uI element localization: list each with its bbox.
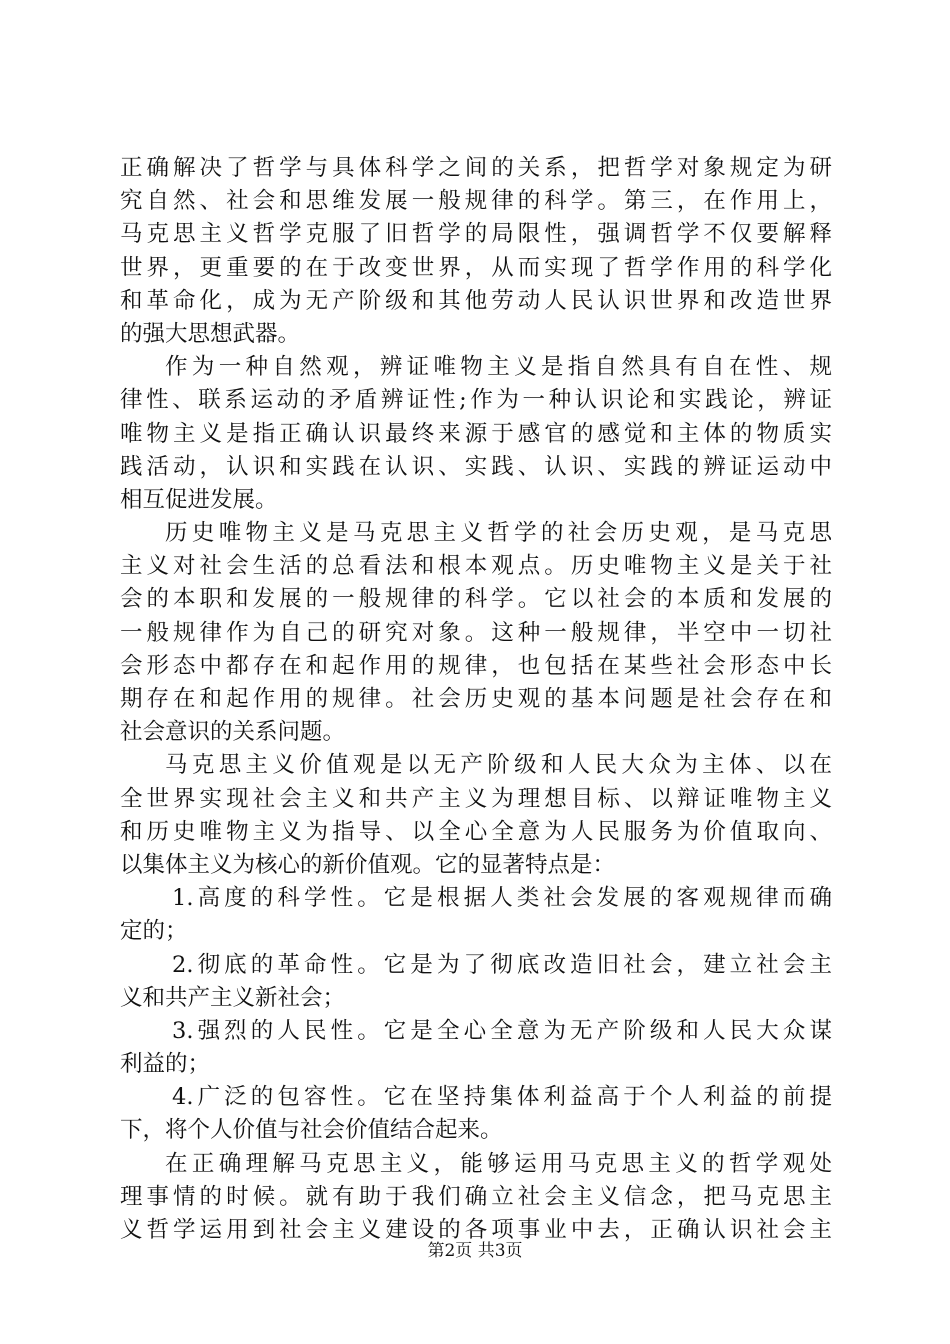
text-line: 2.彻底的革命性。它是为了彻底改造旧社会，建立社会主 bbox=[172, 951, 832, 978]
text-line: 律性、联系运动的矛盾辨证性;作为一种认识论和实践论，辨证 bbox=[120, 387, 832, 414]
text-line: 3.强烈的人民性。它是全心全意为无产阶级和人民大众谋 bbox=[172, 1017, 832, 1044]
text-line: 定的； bbox=[120, 918, 188, 945]
text-line: 理事情的时候。就有助于我们确立社会主义信念，把马克思主 bbox=[120, 1183, 832, 1210]
text-line: 历史唯物主义是马克思主义哲学的社会历史观，是马克思 bbox=[165, 520, 832, 547]
text-line: 相互促进发展。 bbox=[120, 486, 278, 513]
text-line: 一般规律作为自己的研究对象。这种一般规律，半空中一切社 bbox=[120, 619, 832, 646]
text-line: 期存在和起作用的规律。社会历史观的基本问题是社会存在和 bbox=[120, 686, 832, 712]
text-line: 和历史唯物主义为指导、以全心全意为人民服务为价值取向、 bbox=[120, 818, 832, 845]
text-line: 马克思主义价值观是以无产阶级和人民大众为主体、以在 bbox=[165, 752, 832, 779]
text-line: 和革命化，成为无产阶级和其他劳动人民认识世界和改造世界 bbox=[120, 287, 832, 314]
text-line: 践活动，认识和实践在认识、实践、认识、实践的辨证运动中 bbox=[120, 453, 832, 480]
page-number-footer: 第2页 共3页 bbox=[427, 1241, 523, 1261]
text-line: 正确解决了哲学与具体科学之间的关系，把哲学对象规定为研 bbox=[120, 155, 832, 181]
text-line: 马克思主义哲学克服了旧哲学的局限性，强调哲学不仅要解释 bbox=[120, 221, 832, 248]
text-line: 4.广泛的包容性。它在坚持集体利益高于个人利益的前提 bbox=[172, 1084, 832, 1111]
text-line: 唯物主义是指正确认识最终来源于感官的感觉和主体的物质实 bbox=[120, 420, 832, 447]
text-line: 义和共产主义新社会； bbox=[120, 984, 346, 1011]
text-line: 下，将个人价值与社会价值结合起来。 bbox=[120, 1117, 503, 1144]
text-line: 究自然、社会和思维发展一般规律的科学。第三，在作用上， bbox=[120, 188, 832, 215]
text-line: 以集体主义为核心的新价值观。它的显著特点是： bbox=[120, 851, 616, 878]
text-line: 主义对社会生活的总看法和根本观点。历史唯物主义是关于社 bbox=[120, 553, 832, 580]
text-line: 的强大思想武器。 bbox=[120, 320, 301, 347]
text-line: 全世界实现社会主义和共产主义为理想目标、以辩证唯物主义 bbox=[120, 785, 832, 812]
text-line: 世界，更重要的在于改变世界，从而实现了哲学作用的科学化 bbox=[120, 254, 832, 281]
text-line: 1.高度的科学性。它是根据人类社会发展的客观规律而确 bbox=[172, 885, 832, 912]
document-body bbox=[120, 152, 832, 1247]
text-line: 在正确理解马克思主义，能够运用马克思主义的哲学观处 bbox=[165, 1150, 832, 1177]
text-line: 会的本职和发展的一般规律的科学。它以社会的本质和发展的 bbox=[120, 586, 832, 613]
text-line: 利益的； bbox=[120, 1051, 211, 1078]
text-line: 作为一种自然观，辨证唯物主义是指自然具有自在性、规 bbox=[165, 354, 832, 381]
text-line: 会形态中都存在和起作用的规律，也包括在某些社会形态中长 bbox=[120, 652, 832, 679]
text-line: 社会意识的关系问题。 bbox=[120, 719, 346, 746]
text-line: 义哲学运用到社会主义建设的各项事业中去，正确认识社会主 bbox=[120, 1217, 832, 1243]
